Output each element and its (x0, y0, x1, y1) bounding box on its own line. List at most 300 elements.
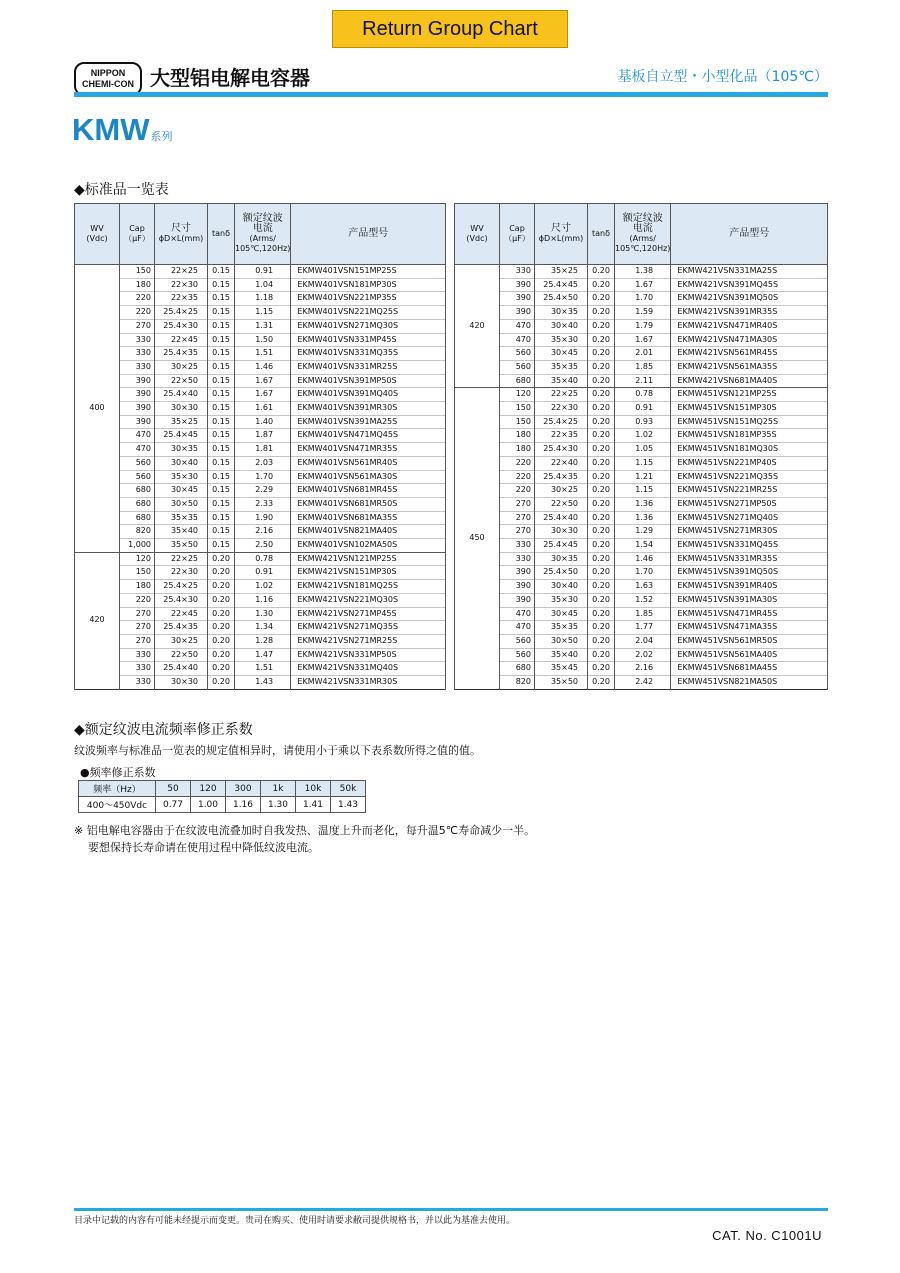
tan-cell: 0.20 (588, 333, 615, 347)
section-ripple-correction-title: ◆额定纹波电流频率修正系数 (74, 722, 253, 738)
table-row (455, 429, 828, 443)
header-part-number (291, 204, 446, 265)
lifetime-note-line2: 要想保持长寿命请在使用过程中降低纹波电流。 (88, 841, 319, 854)
cap-cell: 390 (500, 593, 535, 607)
logo-line2: CHEMI-CON (82, 79, 134, 89)
cap-cell: 680 (120, 484, 155, 498)
ripple-cell: 2.16 (235, 525, 291, 539)
part-number-cell: EKMW451VSN221MP40S (671, 456, 828, 470)
part-number-cell: EKMW421VSN151MP30S (291, 566, 446, 580)
tan-cell: 0.20 (588, 648, 615, 662)
part-number-cell: EKMW401VSN561MA30S (291, 470, 446, 484)
part-number-cell: EKMW451VSN681MA45S (671, 662, 828, 676)
tan-cell: 0.15 (208, 511, 235, 525)
header-size-text: 尺寸 (171, 223, 191, 234)
tan-cell: 0.20 (588, 593, 615, 607)
size-cell: 30×40 (155, 456, 208, 470)
tan-cell: 0.20 (588, 306, 615, 320)
freq-factor-row (79, 797, 366, 813)
header-cap (500, 204, 535, 265)
size-cell: 35×40 (535, 374, 588, 388)
factor-cell: 1.43 (331, 797, 366, 813)
part-number-cell: EKMW451VSN391MA30S (671, 593, 828, 607)
part-number-cell: EKMW401VSN681MR50S (291, 497, 446, 511)
ripple-cell: 1.15 (615, 456, 671, 470)
cap-cell: 390 (120, 374, 155, 388)
cap-cell: 390 (500, 306, 535, 320)
tan-cell: 0.15 (208, 265, 235, 279)
header-cap-text: （μF） (504, 234, 530, 243)
wv-cell: 400 (75, 265, 120, 553)
header-tan-text: tanδ (591, 229, 610, 238)
ripple-cell: 1.90 (235, 511, 291, 525)
header-ripple-text: 电流 (632, 223, 653, 234)
table-row (455, 265, 828, 279)
tan-cell: 0.20 (588, 319, 615, 333)
cap-cell: 330 (500, 539, 535, 553)
part-number-cell: EKMW451VSN331MQ45S (671, 539, 828, 553)
tan-cell: 0.15 (208, 333, 235, 347)
cap-cell: 680 (500, 662, 535, 676)
table-row (455, 539, 828, 553)
cap-cell: 560 (500, 648, 535, 662)
table-row (75, 415, 446, 429)
ripple-cell: 2.29 (235, 484, 291, 498)
part-number-cell: EKMW421VSN331MR30S (291, 676, 446, 690)
ripple-cell: 1.79 (615, 319, 671, 333)
tan-cell: 0.20 (588, 552, 615, 566)
freq-header-label: 频率（Hz） (79, 781, 156, 797)
tan-cell: 0.20 (588, 566, 615, 580)
part-number-cell: EKMW451VSN151MP30S (671, 402, 828, 416)
part-number-cell: EKMW401VSN151MP25S (291, 265, 446, 279)
ripple-cell: 1.51 (235, 662, 291, 676)
size-cell: 35×45 (535, 662, 588, 676)
size-cell: 30×25 (535, 484, 588, 498)
ripple-cell: 0.91 (615, 402, 671, 416)
cap-cell: 150 (120, 566, 155, 580)
part-number-cell: EKMW421VSN271MQ35S (291, 621, 446, 635)
spec-table-right (454, 203, 828, 690)
cap-cell: 470 (120, 429, 155, 443)
size-cell: 35×40 (535, 648, 588, 662)
tan-cell: 0.15 (208, 306, 235, 320)
tan-cell: 0.15 (208, 347, 235, 361)
ripple-cell: 2.16 (615, 662, 671, 676)
freq-cell: 1k (261, 781, 296, 797)
tan-cell: 0.15 (208, 374, 235, 388)
factor-cell: 0.77 (156, 797, 191, 813)
part-number-cell: EKMW421VSN471MA30S (671, 333, 828, 347)
table-row (75, 374, 446, 388)
header-ripple-text: 105℃,120Hz) (235, 244, 291, 253)
header-rule (74, 92, 828, 97)
ripple-cell: 2.33 (235, 497, 291, 511)
part-number-cell: EKMW421VSN181MQ25S (291, 580, 446, 594)
ripple-cell: 1.18 (235, 292, 291, 306)
part-number-cell: EKMW401VSN391MP50S (291, 374, 446, 388)
header-ripple-text: 额定纹波 (242, 213, 283, 224)
table-row (455, 580, 828, 594)
size-cell: 22×40 (535, 456, 588, 470)
header-size-text: ϕD×L(mm) (538, 234, 584, 243)
part-number-cell: EKMW401VSN331MQ35S (291, 347, 446, 361)
ripple-cell: 1.38 (615, 265, 671, 279)
part-number-cell: EKMW401VSN821MA40S (291, 525, 446, 539)
table-row (455, 511, 828, 525)
header-tan (588, 204, 615, 265)
ripple-cell: 1.63 (615, 580, 671, 594)
freq-table-caption: ●频率修正系数 (80, 766, 156, 779)
table-row (455, 607, 828, 621)
part-number-cell: EKMW451VSN561MA40S (671, 648, 828, 662)
ripple-cell: 0.91 (235, 566, 291, 580)
ripple-cell: 1.70 (235, 470, 291, 484)
part-number-cell: EKMW401VSN221MP35S (291, 292, 446, 306)
ripple-cell: 1.54 (615, 539, 671, 553)
cap-cell: 1,000 (120, 539, 155, 553)
tan-cell: 0.20 (588, 484, 615, 498)
table-row (455, 306, 828, 320)
size-cell: 22×35 (535, 429, 588, 443)
tan-cell: 0.20 (588, 292, 615, 306)
header-cap-text: Cap (129, 224, 145, 233)
size-cell: 35×35 (155, 511, 208, 525)
ripple-cell: 1.67 (235, 388, 291, 402)
cap-cell: 120 (120, 552, 155, 566)
freq-cell: 50 (156, 781, 191, 797)
size-cell: 25.4×25 (155, 306, 208, 320)
tan-cell: 0.20 (588, 525, 615, 539)
cap-cell: 220 (500, 470, 535, 484)
ripple-cell: 2.42 (615, 676, 671, 690)
part-number-cell: EKMW421VSN391MQ45S (671, 278, 828, 292)
part-number-cell: EKMW401VSN271MQ30S (291, 319, 446, 333)
table-row (75, 319, 446, 333)
size-cell: 30×45 (535, 607, 588, 621)
header-wv-text: WV (90, 224, 104, 233)
part-number-cell: EKMW401VSN331MR25S (291, 360, 446, 374)
factor-cell: 1.00 (191, 797, 226, 813)
part-number-cell: EKMW401VSN681MR45S (291, 484, 446, 498)
table-row (455, 347, 828, 361)
tan-cell: 0.15 (208, 443, 235, 457)
size-cell: 25.4×30 (155, 593, 208, 607)
freq-cell: 50k (331, 781, 366, 797)
cap-cell: 330 (120, 360, 155, 374)
header-part-number (671, 204, 828, 265)
ripple-cell: 1.34 (235, 621, 291, 635)
tan-cell: 0.20 (588, 676, 615, 690)
freq-cell: 300 (226, 781, 261, 797)
part-number-cell: EKMW451VSN221MR25S (671, 484, 828, 498)
ripple-cell: 1.29 (615, 525, 671, 539)
part-number-cell: EKMW401VSN561MR40S (291, 456, 446, 470)
ripple-cell: 1.31 (235, 319, 291, 333)
cap-cell: 180 (500, 443, 535, 457)
table-row (75, 511, 446, 525)
size-cell: 35×25 (155, 415, 208, 429)
tan-cell: 0.15 (208, 497, 235, 511)
ripple-cell: 1.67 (615, 278, 671, 292)
size-cell: 30×35 (155, 443, 208, 457)
tan-cell: 0.20 (208, 676, 235, 690)
ripple-cell: 1.50 (235, 333, 291, 347)
tan-cell: 0.15 (208, 360, 235, 374)
wv-cell: 420 (75, 552, 120, 689)
lifetime-note (74, 822, 535, 856)
size-cell: 25.4×45 (535, 539, 588, 553)
part-number-cell: EKMW451VSN221MQ35S (671, 470, 828, 484)
tan-cell: 0.20 (588, 443, 615, 457)
cap-cell: 180 (120, 278, 155, 292)
tan-cell: 0.20 (588, 429, 615, 443)
tan-cell: 0.15 (208, 415, 235, 429)
cap-cell: 150 (120, 265, 155, 279)
size-cell: 35×35 (535, 360, 588, 374)
tan-cell: 0.15 (208, 319, 235, 333)
section-standard-list-title: ◆标准品一览表 (74, 182, 169, 198)
cap-cell: 560 (500, 360, 535, 374)
part-number-cell: EKMW421VSN561MA35S (671, 360, 828, 374)
size-cell: 25.4×45 (155, 429, 208, 443)
cap-cell: 390 (120, 388, 155, 402)
part-number-cell: EKMW421VSN221MQ30S (291, 593, 446, 607)
part-number-cell: EKMW401VSN471MR35S (291, 443, 446, 457)
cap-cell: 270 (500, 497, 535, 511)
size-cell: 30×35 (535, 552, 588, 566)
table-row (75, 278, 446, 292)
size-cell: 22×30 (535, 402, 588, 416)
part-number-cell: EKMW451VSN271MQ40S (671, 511, 828, 525)
part-number-cell: EKMW401VSN391MA25S (291, 415, 446, 429)
ripple-cell: 2.01 (615, 347, 671, 361)
size-cell: 25.4×25 (535, 415, 588, 429)
tan-cell: 0.20 (588, 347, 615, 361)
table-row (75, 347, 446, 361)
cap-cell: 220 (120, 292, 155, 306)
cap-cell: 820 (120, 525, 155, 539)
tan-cell: 0.20 (208, 634, 235, 648)
series-suffix: 系列 (150, 130, 173, 143)
size-cell: 25.4×40 (155, 388, 208, 402)
tan-cell: 0.20 (208, 593, 235, 607)
table-row (75, 648, 446, 662)
cap-cell: 470 (120, 443, 155, 457)
part-number-cell: EKMW401VSN391MQ40S (291, 388, 446, 402)
cap-cell: 220 (500, 484, 535, 498)
tan-cell: 0.20 (588, 265, 615, 279)
cap-cell: 270 (500, 511, 535, 525)
factor-cell: 1.16 (226, 797, 261, 813)
tan-cell: 0.20 (588, 607, 615, 621)
ripple-cell: 0.78 (235, 552, 291, 566)
table-row (75, 676, 446, 690)
ripple-cell: 1.02 (615, 429, 671, 443)
ripple-cell: 1.85 (615, 360, 671, 374)
part-number-cell: EKMW421VSN391MQ50S (671, 292, 828, 306)
table-row (455, 552, 828, 566)
table-row (75, 552, 446, 566)
size-cell: 35×30 (535, 593, 588, 607)
table-row (455, 388, 828, 402)
catalog-number: CAT. No. C1001U (712, 1228, 822, 1243)
size-cell: 35×25 (535, 265, 588, 279)
cap-cell: 390 (500, 580, 535, 594)
ripple-cell: 1.46 (235, 360, 291, 374)
part-number-cell: EKMW451VSN821MA50S (671, 676, 828, 690)
part-number-cell: EKMW421VSN271MR25S (291, 634, 446, 648)
tan-cell: 0.15 (208, 402, 235, 416)
header-cap-text: （μF） (124, 234, 150, 243)
table-header-row (455, 204, 828, 265)
ripple-cell: 1.70 (615, 566, 671, 580)
tan-cell: 0.20 (588, 497, 615, 511)
header-ripple (615, 204, 671, 265)
header-wv-text: (Vdc) (86, 234, 108, 243)
part-number-cell: EKMW401VSN681MA35S (291, 511, 446, 525)
tan-cell: 0.20 (588, 634, 615, 648)
size-cell: 35×50 (535, 676, 588, 690)
cap-cell: 330 (120, 648, 155, 662)
ripple-cell: 2.50 (235, 539, 291, 553)
cap-cell: 560 (120, 456, 155, 470)
cap-cell: 680 (120, 497, 155, 511)
tan-cell: 0.20 (588, 278, 615, 292)
page-title: 大型铝电解电容器 (150, 66, 310, 90)
tan-cell: 0.20 (588, 374, 615, 388)
part-number-cell: EKMW401VSN331MP45S (291, 333, 446, 347)
part-number-cell: EKMW451VSN181MQ30S (671, 443, 828, 457)
table-row (455, 470, 828, 484)
table-row (455, 484, 828, 498)
ripple-cell: 1.81 (235, 443, 291, 457)
header-cap (120, 204, 155, 265)
tan-cell: 0.15 (208, 484, 235, 498)
cap-cell: 390 (500, 292, 535, 306)
tan-cell: 0.20 (588, 539, 615, 553)
cap-cell: 220 (500, 456, 535, 470)
freq-cell: 10k (296, 781, 331, 797)
table-row (455, 566, 828, 580)
cap-cell: 470 (500, 621, 535, 635)
return-group-chart-button[interactable]: Return Group Chart (332, 10, 568, 48)
header-wv (75, 204, 120, 265)
table-row (75, 333, 446, 347)
tan-cell: 0.20 (208, 662, 235, 676)
header-size-text: ϕD×L(mm) (158, 234, 204, 243)
part-number-cell: EKMW401VSN391MR30S (291, 402, 446, 416)
tan-cell: 0.20 (208, 566, 235, 580)
ripple-cell: 1.67 (235, 374, 291, 388)
tan-cell: 0.15 (208, 429, 235, 443)
header-ripple-text: 105℃,120Hz) (615, 244, 671, 253)
size-cell: 22×30 (155, 566, 208, 580)
frequency-correction-table (78, 780, 366, 813)
size-cell: 22×30 (155, 278, 208, 292)
tan-cell: 0.20 (208, 607, 235, 621)
part-number-cell: EKMW451VSN471MA35S (671, 621, 828, 635)
tan-cell: 0.20 (588, 456, 615, 470)
tan-cell: 0.20 (588, 360, 615, 374)
size-cell: 35×50 (155, 539, 208, 553)
ripple-cell: 1.67 (615, 333, 671, 347)
ripple-cell: 1.36 (615, 511, 671, 525)
freq-header-row (79, 781, 366, 797)
factor-cell: 1.30 (261, 797, 296, 813)
table-row (75, 429, 446, 443)
size-cell: 22×35 (155, 292, 208, 306)
part-number-cell: EKMW451VSN561MR50S (671, 634, 828, 648)
size-cell: 30×30 (155, 402, 208, 416)
footer-disclaimer: 目录中记载的内容有可能未经提示而变更。贵司在购买、使用时请要求敝司提供规格书，并以此为基准去使用。 (74, 1216, 516, 1226)
cap-cell: 180 (120, 580, 155, 594)
header-ripple-text: (Arms/ (249, 234, 276, 243)
size-cell: 25.4×35 (155, 347, 208, 361)
part-number-cell: EKMW401VSN221MQ25S (291, 306, 446, 320)
table-row (455, 621, 828, 635)
table-row (75, 593, 446, 607)
tan-cell: 0.15 (208, 539, 235, 553)
size-cell: 22×50 (155, 648, 208, 662)
spec-table-left (74, 203, 446, 690)
table-row (455, 443, 828, 457)
ripple-cell: 0.93 (615, 415, 671, 429)
cap-cell: 120 (500, 388, 535, 402)
table-row (75, 306, 446, 320)
part-number-cell: EKMW401VSN471MQ45S (291, 429, 446, 443)
part-number-cell: EKMW401VSN102MA50S (291, 539, 446, 553)
table-row (455, 593, 828, 607)
tan-cell: 0.20 (588, 662, 615, 676)
table-row (75, 470, 446, 484)
cap-cell: 220 (120, 306, 155, 320)
size-cell: 25.4×50 (535, 292, 588, 306)
size-cell: 30×40 (535, 580, 588, 594)
header-ripple-text: (Arms/ (629, 234, 656, 243)
cap-cell: 470 (500, 607, 535, 621)
table-row (75, 621, 446, 635)
table-row (75, 292, 446, 306)
size-cell: 25.4×40 (535, 511, 588, 525)
cap-cell: 470 (500, 319, 535, 333)
size-cell: 30×40 (535, 319, 588, 333)
ripple-cell: 1.40 (235, 415, 291, 429)
header-wv (455, 204, 500, 265)
size-cell: 30×25 (155, 360, 208, 374)
ripple-correction-description: 纹波频率与标准品一览表的规定值相异时，请使用小于乘以下表系数所得之值的值。 (74, 744, 481, 757)
ripple-cell: 1.51 (235, 347, 291, 361)
part-number-cell: EKMW401VSN181MP30S (291, 278, 446, 292)
part-number-cell: EKMW421VSN271MP45S (291, 607, 446, 621)
cap-cell: 390 (120, 415, 155, 429)
tan-cell: 0.15 (208, 388, 235, 402)
part-number-cell: EKMW451VSN471MR45S (671, 607, 828, 621)
factor-cell: 1.41 (296, 797, 331, 813)
size-cell: 22×25 (155, 552, 208, 566)
logo-line1: NIPPON (90, 68, 126, 78)
size-cell: 35×35 (535, 621, 588, 635)
table-row (75, 388, 446, 402)
cap-cell: 270 (500, 525, 535, 539)
nippon-chemi-con-logo (74, 62, 142, 96)
header-size (155, 204, 208, 265)
header-tan (208, 204, 235, 265)
part-number-cell: EKMW421VSN681MA40S (671, 374, 828, 388)
size-cell: 30×30 (155, 676, 208, 690)
table-row (455, 278, 828, 292)
table-row (75, 607, 446, 621)
